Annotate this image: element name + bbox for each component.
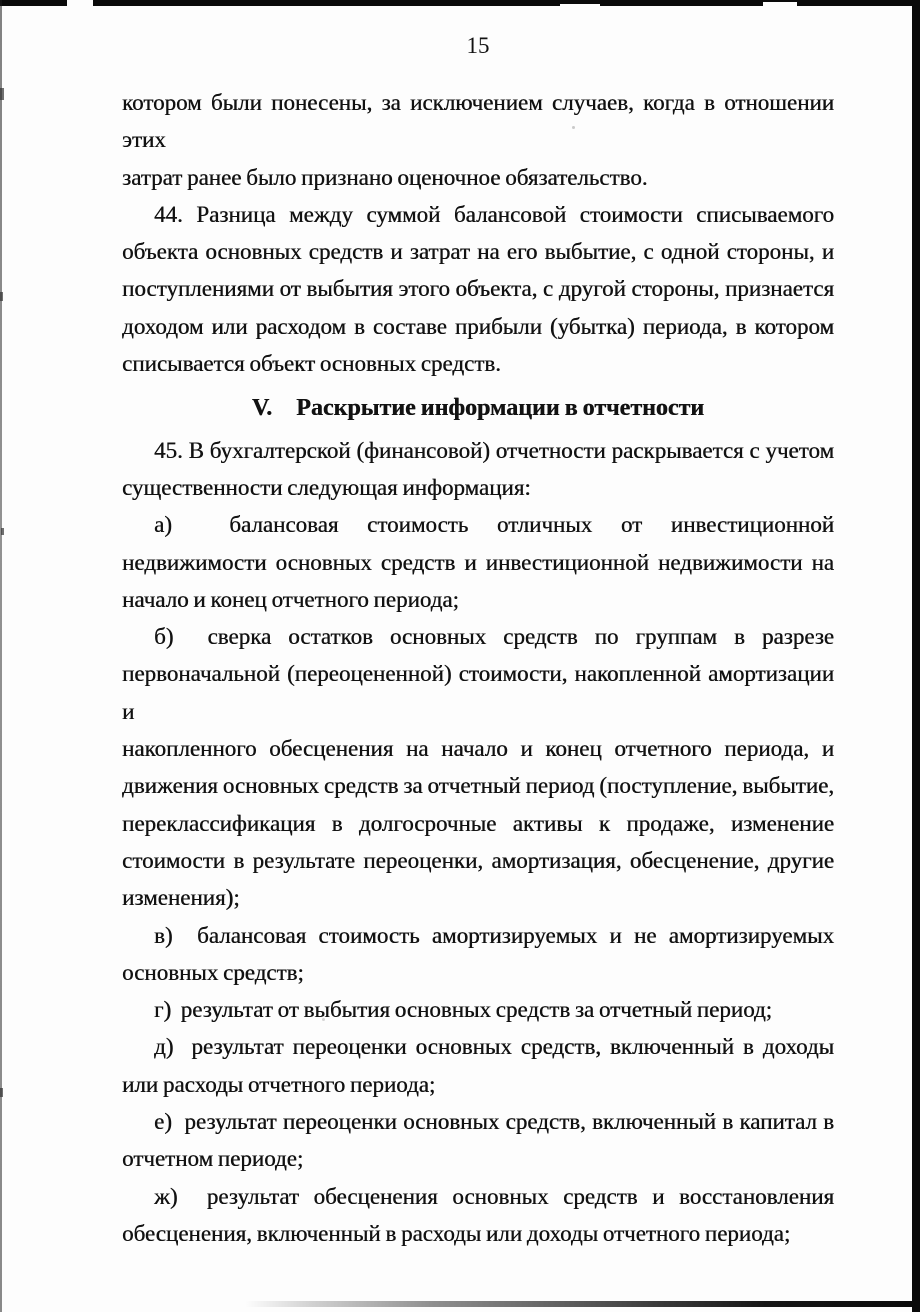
text-line: б) сверка остатков основных средств по группам в разрезе (154, 624, 834, 650)
page-number: 15 (466, 33, 490, 58)
paragraph (122, 1103, 834, 1178)
text-line: а) балансовая стоимость отличных от инвестиционной (154, 512, 834, 538)
scan-speck (0, 1088, 3, 1097)
text-line: отчетном периоде; (122, 1146, 304, 1172)
scan-edge-bottom (245, 1301, 912, 1307)
scan-edge-notch (67, 0, 93, 6)
scan-speck (1, 528, 4, 535)
text-line: затрат ранее было признано оценочное обязательство. (122, 164, 648, 190)
scan-edge-notch (560, 4, 600, 6)
paragraph (122, 1178, 834, 1253)
text-line: е) результат переоценки основных средств, включенный в капитал в (154, 1109, 834, 1135)
section-numeral: V. (251, 395, 273, 422)
section-heading (122, 390, 834, 427)
text-line: движения основных средств за отчетный период (поступление, выбытие, (122, 773, 834, 799)
text-line: накопленного обесценения на начало и конец отчетного периода, и (122, 736, 834, 762)
document-body (122, 84, 834, 1252)
text-line: 45. В бухгалтерской (финансовой) отчетности раскрывается с учетом (154, 437, 834, 463)
text-line: или расходы отчетного периода; (122, 1071, 436, 1097)
text-line: 44. Разница между суммой балансовой стоимости списываемого (154, 201, 834, 227)
text-line: основных средств; (122, 959, 304, 985)
text-line: д) результат переоценки основных средств, включенный в доходы (154, 1034, 834, 1060)
text-line: доходом или расходом в составе прибыли (убытка) периода, в котором (122, 313, 834, 339)
text-line: стоимости в результате переоценки, амортизация, обесценение, другие (122, 847, 834, 873)
text-line: ж) результат обесценения основных средств и восстановления (154, 1183, 834, 1209)
text-line: существенности следующая информация: (122, 474, 531, 500)
paragraph (122, 196, 834, 382)
text-line: объекта основных средств и затрат на его выбытие, с одной стороны, и (122, 239, 834, 265)
scan-speck (0, 88, 4, 100)
text-line: изменения); (122, 885, 240, 911)
paragraph (122, 1028, 834, 1103)
text-line: г) результат от выбытия основных средств за отчетный период; (154, 997, 773, 1023)
scan-speck (0, 292, 3, 301)
paragraph (122, 618, 834, 916)
section-title: Раскрытие информации в отчетности (296, 395, 705, 422)
text-line: начало и конец отчетного периода; (122, 586, 459, 612)
text-line: обесценения, включенный в расходы или доходы отчетного периода; (122, 1220, 791, 1246)
text-line: недвижимости основных средств и инвестиционной недвижимости на (122, 549, 834, 575)
text-line: котором были понесены, за исключением случаев, когда в отношении этих (122, 90, 834, 153)
scan-edge-notch (763, 2, 797, 6)
scan-edge-top (0, 0, 920, 6)
scan-edge-right (912, 0, 920, 1312)
text-line: первоначальной (переоцененной) стоимости, накопленной амортизации и (122, 661, 834, 724)
scan-edge-left (0, 0, 2, 1312)
text-line: списывается объект основных средств. (122, 351, 501, 377)
paragraph (122, 84, 834, 196)
text-line: в) балансовая стоимость амортизируемых и не амортизируемых (154, 922, 834, 948)
text-line: переклассификация в долгосрочные активы к продаже, изменение (122, 810, 834, 836)
paragraph (122, 917, 834, 992)
paragraph (122, 991, 834, 1028)
paragraph (122, 506, 834, 618)
paragraph (122, 432, 834, 507)
text-line: поступлениями от выбытия этого объекта, с другой стороны, признается (122, 276, 834, 302)
